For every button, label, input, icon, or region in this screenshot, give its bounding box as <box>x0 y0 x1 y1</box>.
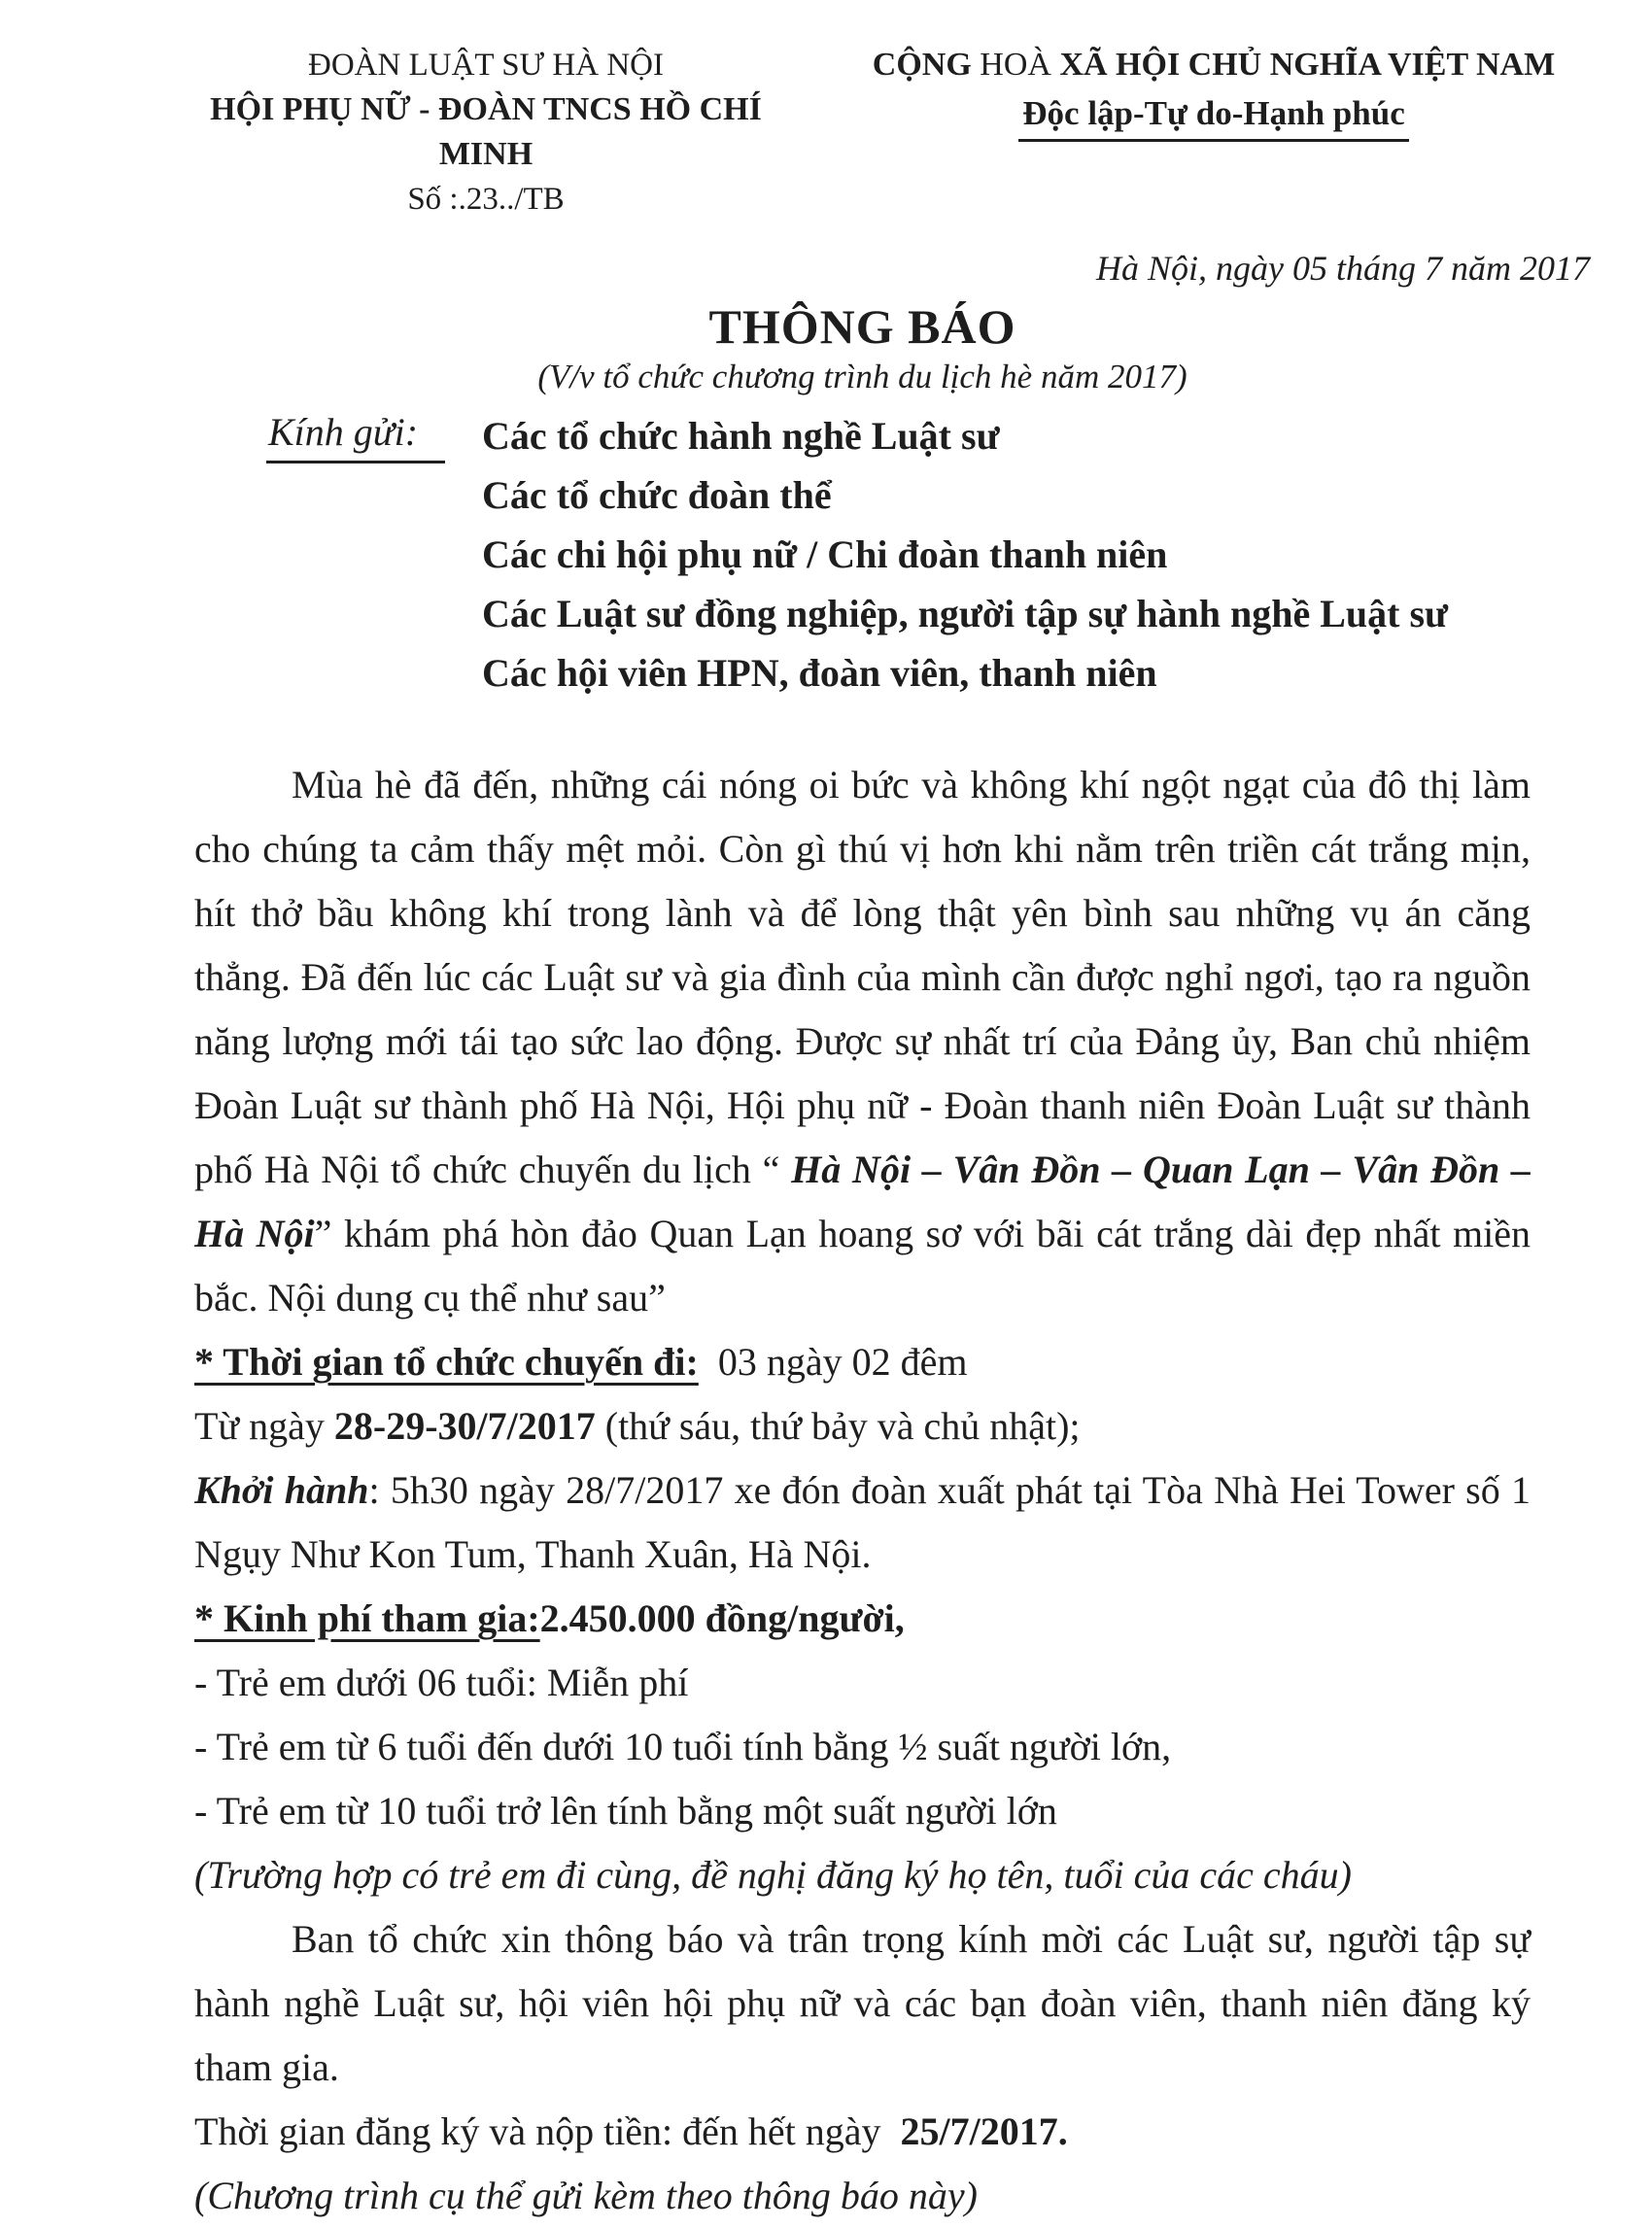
document-title: THÔNG BÁO <box>708 299 1016 354</box>
intro-paragraph: Mùa hè đã đến, những cái nóng oi bức và không khí ngột ngạt của đô thị làm cho chúng ta cảm thấy mệt mỏi. Còn gì thú vị hơn khi nằm trên triền cát trắng mịn, hít thở bầu không khí trong lành và để lòng thật yên bình sau những vụ án căng thẳng. Đã đến lúc các Luật sư và gia đình của mình cần được nghỉ ngơi, tạo ra nguồn năng lượng mới tái tạo sức lao động. Được sự nhất trí của Đảng ủy, Ban chủ nhiệm Đoàn Luật sư thành phố Hà Nội, Hội phụ nữ - Đoàn thanh niên Đoàn Luật sư thành phố Hà Nội tổ chức chuyến du lịch “ Hà Nội – Vân Đồn – Quan Lạn – Vân Đồn – Hà Nội” khám phá hòn đảo Quan Lạn hoang sơ với bãi cát trắng dài đẹp nhất miền bắc. Nội dung cụ thể như sau” <box>194 763 1531 1320</box>
child-note-line: (Trường hợp có trẻ em đi cùng, đề nghị đăng ký họ tên, tuổi của các cháu) <box>194 1853 1352 1897</box>
org-name: ĐOÀN LUẬT SƯ HÀ NỘI <box>308 48 664 83</box>
national-header-block <box>869 43 1559 142</box>
recipient-item: Các chi hội phụ nữ / Chi đoàn thanh niên <box>482 532 1168 576</box>
child-6-to-10-line: - Trẻ em từ 6 tuổi đến dưới 10 tuổi tính bằng ½ suất người lớn, <box>194 1725 1172 1768</box>
invitation-paragraph: Ban tổ chức xin thông báo và trân trọng kính mời các Luật sư, người tập sự hành nghề Luật sư, hội viên hội phụ nữ và các bạn đoàn viên, thanh niên đăng ký tham gia. <box>194 1917 1531 2089</box>
recipients-list <box>482 406 1448 703</box>
document-header <box>0 43 1652 222</box>
fee-line: * Kinh phí tham gia:2.450.000 đồng/người, <box>194 1596 905 1640</box>
child-under-6-line: - Trẻ em dưới 06 tuổi: Miễn phí <box>194 1661 689 1704</box>
motto-wrap <box>869 91 1559 142</box>
org-sub-name: HỘI PHỤ NỮ - ĐOÀN TNCS HỒ CHÍ MINH <box>210 91 762 172</box>
issuing-org-block <box>185 43 787 222</box>
recipient-item: Các tổ chức đoàn thể <box>482 473 832 517</box>
attachment-note-line: (Chương trình cụ thể gửi kèm theo thông báo này) <box>194 2174 978 2217</box>
registration-deadline-line: Thời gian đăng ký và nộp tiền: đến hết ngày 25/7/2017. <box>194 2109 1068 2153</box>
document-subtitle: (V/v tổ chức chương trình du lịch hè năm 2017) <box>537 358 1187 395</box>
national-motto: Độc lập-Tự do-Hạnh phúc <box>1018 91 1408 142</box>
trip-dates-line: Từ ngày 28-29-30/7/2017 (thứ sáu, thứ bảy và chủ nhật); <box>194 1404 1081 1448</box>
country-title: CỘNG HOÀ XÃ HỘI CHỦ NGHĨA VIỆT NAM <box>872 47 1556 83</box>
document-content <box>194 299 1531 2228</box>
recipient-item: Các hội viên HPN, đoàn viên, thanh niên <box>482 651 1157 695</box>
child-over-10-line: - Trẻ em từ 10 tuổi trở lên tính bằng một suất người lớn <box>194 1789 1057 1833</box>
departure-paragraph: Khởi hành: 5h30 ngày 28/7/2017 xe đón đoàn xuất phát tại Tòa Nhà Hei Tower số 1 Ngụy Như Kon Tum, Thanh Xuân, Hà Nội. <box>194 1468 1531 1576</box>
document-body <box>194 753 1531 2228</box>
date-line: Hà Nội, ngày 05 tháng 7 năm 2017 <box>1096 249 1590 288</box>
trip-time-line: * Thời gian tổ chức chuyến đi: 03 ngày 02 đêm <box>194 1340 968 1384</box>
recipients-label: Kính gửi: <box>266 406 445 463</box>
recipient-item: Các Luật sư đồng nghiệp, người tập sự hành nghề Luật sư <box>482 592 1449 635</box>
recipients-block <box>266 406 1531 703</box>
recipient-item: Các tổ chức hành nghề Luật sư <box>482 414 1000 458</box>
doc-number: Số :.23../TB <box>407 182 565 217</box>
